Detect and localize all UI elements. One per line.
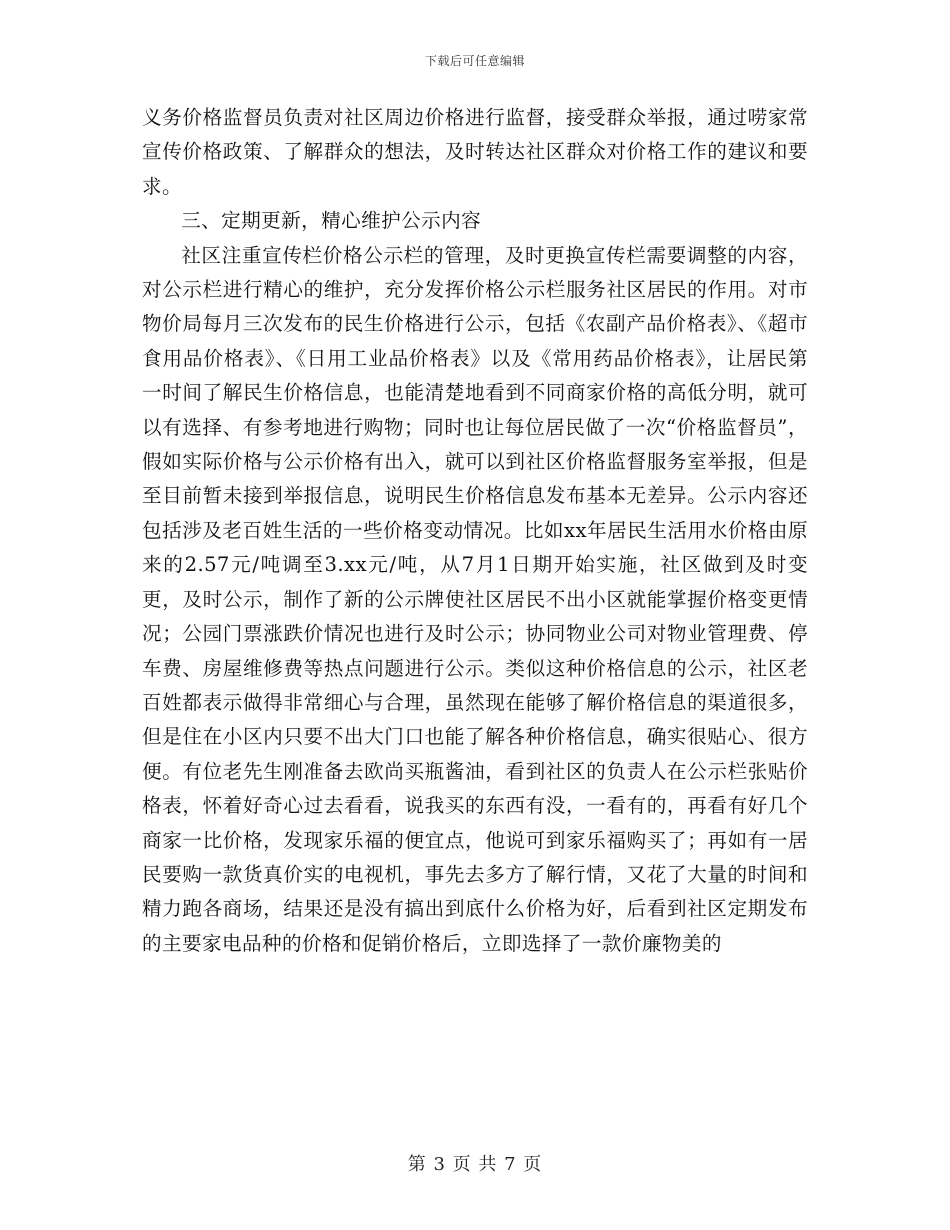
document-body [142,101,808,961]
section-heading: 三、定期更新，精心维护公示内容 [181,209,482,233]
body-paragraph: 社区注重宣传栏价格公示栏的管理，及时更换宣传栏需要调整的内容，对公示栏进行精心的维护，充分发挥价格公示栏服务社区居民的作用。对市物价局每月三次发布的民生价格进行公示，包括《农副产品价格表》、《超市食用品价格表》、《日用工业品价格表》以及《常用药品价格表》，让居民第一时间了解民生价格信息，也能清楚地看到不同商家价格的高低分明，就可以有选择、有参考地进行购物；同时也让每位居民做了一次“价格监督员”，假如实际价格与公示价格有出入，就可以到社区价格监督服务室举报，但是至目前暂未接到举报信息，说明民生价格信息发布基本无差异。公示内容还包括涉及老百姓生活的一些价格变动情况。比如xx年居民生活用水价格由原来的2.57元/吨调至3.xx元/吨，从7月1日期开始实施，社区做到及时变更，及时公示，制作了新的公示牌使社区居民不出小区就能掌握价格变更情况；公园门票涨跌价情况也进行及时公示；协同物业公司对物业管理费、停车费、房屋维修费等热点问题进行公示。类似这种价格信息的公示，社区老百姓都表示做得非常细心与合理，虽然现在能够了解价格信息的渠道很多，但是住在小区内只要不出大门口也能了解各种价格信息，确实很贴心、很方便。有位老先生刚准备去欧尚买瓶酱油，看到社区的负责人在公示栏张贴价格表，怀着好奇心过去看看，说我买的东西有没，一看有的，再看有好几个商家一比价格，发现家乐福的便宜点，他说可到家乐福购买了；再如有一居民要购一款货真价实的电视机，事先去多方了解行情，又花了大量的时间和精力跑各商场，结果还是没有搞出到底什么价格为好，后看到社区定期发布的主要家电品种的价格和促销价格后，立即选择了一款价廉物美的 [142,243,808,955]
page-number: 第 3 页 共 7 页 [407,1154,543,1175]
page-header: 下载后可任意编辑 [424,54,525,68]
body-paragraph: 义务价格监督员负责对社区周边价格进行监督，接受群众举报，通过唠家常宣传价格政策、了解群众的想法，及时转达社区群众对价格工作的建议和要求。 [142,106,808,198]
